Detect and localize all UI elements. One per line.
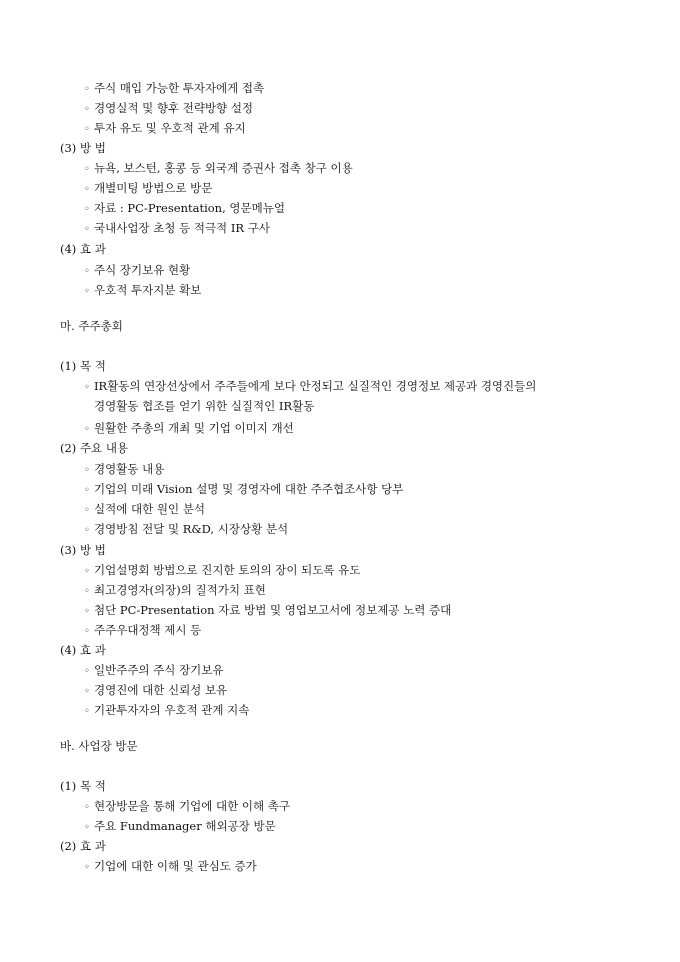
bullet-item	[84, 262, 190, 280]
line-text: (2) 효 과	[60, 839, 106, 853]
bullet-item	[84, 501, 205, 519]
line-text: 마. 주주총회	[60, 319, 123, 333]
line-text: 경영활동 협조를 얻기 위한 실질적인 IR활동	[94, 399, 315, 413]
line-text: IR활동의 연장선상에서 주주들에게 보다 안정되고 실질적인 경영정보 제공과 경영진들의	[94, 379, 537, 393]
bullet-marker: ◦	[84, 124, 90, 135]
bullet-item	[84, 100, 253, 118]
bullet-item	[84, 461, 164, 479]
line-text: 자료 : PC-Presentation, 영문메뉴얼	[94, 201, 285, 215]
subsection-heading	[60, 542, 106, 558]
bullet-marker: ◦	[84, 485, 90, 496]
subsection-heading	[60, 440, 128, 456]
line-text: 기업의 미래 Vision 설명 및 경영자에 대한 주주협조사항 당부	[94, 482, 404, 496]
bullet-item	[84, 420, 294, 438]
bullet-item	[84, 798, 290, 816]
bullet-item	[84, 481, 403, 499]
subsection-heading	[60, 140, 106, 156]
bullet-item	[84, 200, 285, 218]
section-title	[60, 318, 123, 334]
bullet-marker: ◦	[84, 862, 90, 873]
bullet-item	[84, 682, 227, 700]
subsection-heading	[60, 241, 106, 257]
line-text: 경영방침 전달 및 R&D, 시장상황 분석	[94, 522, 289, 536]
line-text: 주주우대정책 제시 등	[94, 623, 202, 637]
bullet-marker: ◦	[84, 84, 90, 95]
bullet-continuation	[94, 398, 314, 414]
line-text: 기업에 대한 이해 및 관심도 증가	[94, 859, 257, 873]
line-text: 현장방문을 통해 기업에 대한 이해 촉구	[94, 799, 291, 813]
line-text: (3) 방 법	[60, 141, 106, 155]
line-text: 개별미팅 방법으로 방문	[94, 181, 213, 195]
subsection-heading	[60, 778, 106, 794]
line-text: (3) 방 법	[60, 543, 106, 557]
line-text: 원활한 주총의 개최 및 기업 이미지 개선	[94, 421, 294, 435]
bullet-marker: ◦	[84, 382, 90, 393]
bullet-marker: ◦	[84, 586, 90, 597]
bullet-marker: ◦	[84, 706, 90, 717]
bullet-item	[84, 662, 224, 680]
line-text: 최고경영자(의장)의 질적가치 표현	[94, 583, 266, 597]
line-text: 주요 Fundmanager 해외공장 방문	[94, 819, 276, 833]
line-text: 경영실적 및 향후 전략방향 설정	[94, 101, 254, 115]
bullet-marker: ◦	[84, 566, 90, 577]
bullet-marker: ◦	[84, 626, 90, 637]
bullet-item	[84, 562, 360, 580]
bullet-marker: ◦	[84, 666, 90, 677]
line-text: 일반주주의 주식 장기보유	[94, 663, 224, 677]
line-text: 투자 유도 및 우호적 관계 유지	[94, 121, 246, 135]
bullet-item	[84, 582, 266, 600]
bullet-item	[84, 180, 212, 198]
bullet-marker: ◦	[84, 822, 90, 833]
bullet-marker: ◦	[84, 505, 90, 516]
bullet-item	[84, 818, 276, 836]
bullet-item	[84, 702, 249, 720]
line-text: 주식 장기보유 현황	[94, 263, 191, 277]
bullet-marker: ◦	[84, 184, 90, 195]
bullet-item	[84, 220, 270, 238]
line-text: 첨단 PC-Presentation 자료 방법 및 영업보고서에 정보제공 노력 증대	[94, 603, 452, 617]
bullet-item	[84, 622, 201, 640]
line-text: 바. 사업장 방문	[60, 739, 138, 753]
line-text: 기업설명회 방법으로 진지한 토의의 장이 되도록 유도	[94, 563, 361, 577]
bullet-marker: ◦	[84, 104, 90, 115]
bullet-marker: ◦	[84, 686, 90, 697]
bullet-marker: ◦	[84, 802, 90, 813]
subsection-heading	[60, 358, 106, 374]
line-text: (2) 주요 내용	[60, 441, 129, 455]
line-text: 우호적 투자지분 확보	[94, 283, 202, 297]
subsection-heading	[60, 642, 106, 658]
line-text: (1) 목 적	[60, 359, 106, 373]
bullet-item	[84, 120, 246, 138]
bullet-item	[84, 858, 257, 876]
bullet-item	[84, 602, 451, 620]
line-text: 경영진에 대한 신뢰성 보유	[94, 683, 228, 697]
line-text: 뉴욕, 보스턴, 홍콩 등 외국계 증권사 접촉 창구 이용	[94, 161, 353, 175]
section-title	[60, 738, 138, 754]
bullet-item	[84, 521, 288, 539]
bullet-marker: ◦	[84, 465, 90, 476]
bullet-marker: ◦	[84, 164, 90, 175]
bullet-item	[84, 80, 264, 98]
bullet-marker: ◦	[84, 266, 90, 277]
line-text: (1) 목 적	[60, 779, 106, 793]
bullet-item	[84, 378, 536, 396]
line-text: (4) 효 과	[60, 242, 106, 256]
bullet-marker: ◦	[84, 606, 90, 617]
line-text: (4) 효 과	[60, 643, 106, 657]
bullet-item	[84, 282, 201, 300]
bullet-marker: ◦	[84, 204, 90, 215]
bullet-item	[84, 160, 353, 178]
subsection-heading	[60, 838, 106, 854]
bullet-marker: ◦	[84, 424, 90, 435]
line-text: 국내사업장 초청 등 적극적 IR 구사	[94, 221, 270, 235]
line-text: 주식 매입 가능한 투자자에게 접촉	[94, 81, 265, 95]
bullet-marker: ◦	[84, 224, 90, 235]
bullet-marker: ◦	[84, 286, 90, 297]
bullet-marker: ◦	[84, 525, 90, 536]
line-text: 경영활동 내용	[94, 462, 165, 476]
line-text: 기관투자자의 우호적 관계 지속	[94, 703, 250, 717]
line-text: 실적에 대한 원인 분석	[94, 502, 205, 516]
